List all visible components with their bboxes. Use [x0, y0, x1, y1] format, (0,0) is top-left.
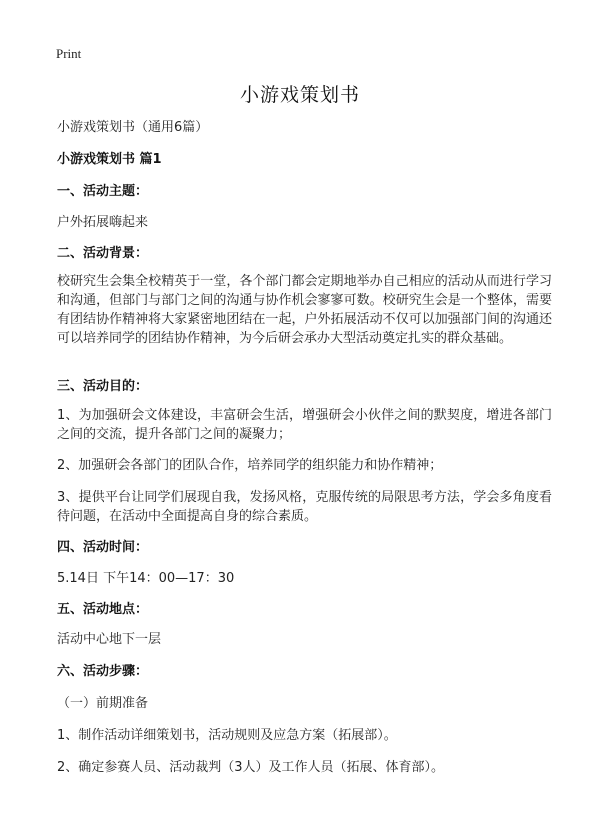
section-heading-theme: 一、活动主题：: [57, 184, 149, 199]
steps-subheading: （一）前期准备: [57, 696, 149, 711]
purpose-item-2: 2、加强研会各部门的团队合作，培养同学的组织能力和协作精神；: [57, 458, 443, 473]
document-subtitle: 小游戏策划书（通用6篇）: [57, 120, 209, 135]
step-item-1: 1、制作活动详细策划书，活动规则及应急方案（拓展部）。: [57, 728, 397, 743]
section-heading-background: 二、活动背景：: [57, 246, 149, 261]
purpose-item-3: 3、提供平台让同学们展现自我，发扬风格，克服传统的局限思考方法，学会多角度看待问题，在活动中全面提高自身的综合素质。: [57, 490, 552, 524]
step-item-2: 2、确定参赛人员、活动裁判（3人）及工作人员（拓展、体育部）。: [57, 760, 445, 775]
purpose-item-1: 1、为加强研会文体建设，丰富研会生活，增强研会小伙伴之间的默契度，增进各部门之间的交流，提升各部门之间的凝聚力；: [57, 408, 552, 442]
location-text: 活动中心地下一层: [57, 632, 162, 647]
section-heading-steps: 六、活动步骤：: [57, 664, 149, 679]
time-text: 5.14日 下午14：00—17：30: [57, 571, 235, 586]
theme-text: 户外拓展嗨起来: [57, 215, 149, 230]
print-link[interactable]: Print: [56, 46, 82, 61]
document-title: 小游戏策划书: [239, 84, 360, 106]
background-text: 校研究生会集全校精英于一堂，各个部门都会定期地举办自己相应的活动从而进行学习和沟通，但部门与部门之间的沟通与协作机会寥寥可数。校研究生会是一个整体，需要有团结协作精神将大家紧密地团结在一起，户外拓展活动不仅可以加强部门间的沟通还可以培养同学的团结协作精神，为今后研会承办大型活动奠定扎实的群众基础。: [57, 274, 552, 346]
section-heading-time: 四、活动时间：: [57, 540, 149, 555]
section-heading-purpose: 三、活动目的：: [57, 379, 149, 394]
section-heading-location: 五、活动地点：: [57, 602, 149, 617]
article-heading: 小游戏策划书 篇1: [57, 152, 162, 167]
